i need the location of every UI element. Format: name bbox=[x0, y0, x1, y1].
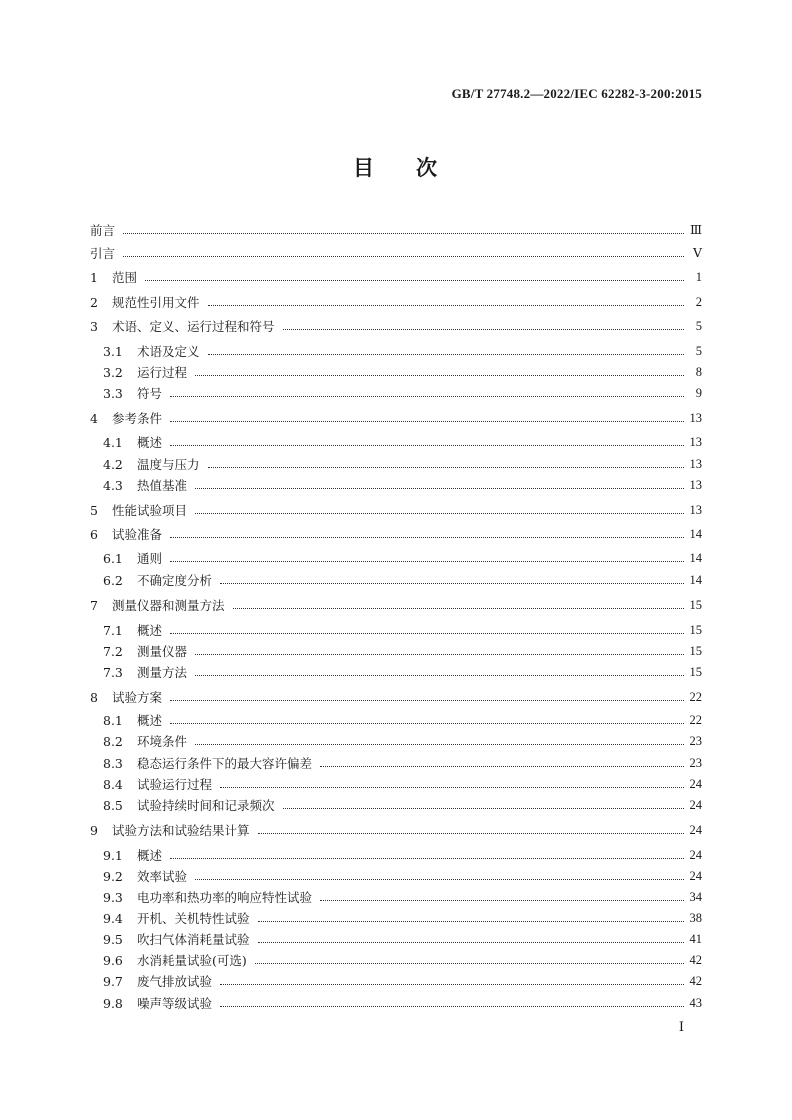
toc-entry-page: 8 bbox=[695, 364, 702, 379]
toc-entry-number: 8.5 bbox=[103, 797, 123, 813]
toc-entry[interactable] bbox=[103, 663, 702, 681]
toc-entry-number: 9.2 bbox=[103, 868, 123, 884]
toc-leader-dots bbox=[195, 374, 684, 376]
toc-entry-label: 试验运行过程 bbox=[137, 777, 213, 792]
toc-leader-dots bbox=[283, 328, 684, 330]
toc-leader-dots bbox=[258, 832, 684, 834]
toc-entry[interactable] bbox=[103, 384, 702, 402]
toc-entry-label: 热值基准 bbox=[137, 478, 188, 493]
toc-entry-page: 13 bbox=[689, 410, 702, 425]
toc-entry-label: 概述 bbox=[137, 435, 163, 450]
title-char-1: 目 bbox=[353, 156, 376, 180]
toc-entry[interactable] bbox=[103, 342, 702, 360]
toc-entry-label: 测量仪器 bbox=[137, 644, 188, 659]
toc-entry-label: 概述 bbox=[137, 713, 163, 728]
toc-entry-page: 5 bbox=[695, 343, 702, 358]
toc-entry[interactable] bbox=[90, 317, 702, 335]
toc-entry-number: 4 bbox=[90, 410, 98, 426]
toc-entry-page: 24 bbox=[689, 797, 702, 812]
standard-code: GB/T 27748.2—2022/IEC 62282-3-200:2015 bbox=[451, 86, 702, 101]
toc-entry[interactable] bbox=[90, 596, 702, 614]
toc-entry-page: 14 bbox=[689, 572, 702, 587]
toc-entry[interactable] bbox=[103, 363, 702, 381]
toc-entry-label: 噪声等级试验 bbox=[137, 996, 213, 1011]
toc-leader-dots bbox=[123, 255, 684, 257]
toc-entry-number: 5 bbox=[90, 502, 98, 518]
toc-entry-label: 概述 bbox=[137, 623, 163, 638]
toc-entry-page: 23 bbox=[689, 755, 702, 770]
toc-leader-dots bbox=[208, 304, 684, 306]
toc-entry[interactable] bbox=[103, 455, 702, 473]
toc-leader-dots bbox=[320, 899, 684, 901]
toc-entry[interactable] bbox=[103, 754, 702, 772]
toc-leader-dots bbox=[123, 232, 684, 234]
toc-entry-page: 15 bbox=[689, 597, 702, 612]
toc-entry-label: 不确定度分析 bbox=[137, 573, 213, 588]
page-title bbox=[0, 152, 792, 182]
toc-entry-page: 34 bbox=[689, 889, 702, 904]
toc-entry-label: 吹扫气体消耗量试验 bbox=[137, 932, 250, 947]
toc-entry-label: 试验方案 bbox=[112, 690, 163, 705]
toc-leader-dots bbox=[195, 674, 684, 676]
toc-entry-page: 15 bbox=[689, 664, 702, 679]
toc-entry[interactable] bbox=[103, 549, 702, 567]
toc-leader-dots bbox=[258, 941, 684, 943]
toc-entry-label: 开机、关机特性试验 bbox=[137, 911, 250, 926]
toc-entry-page: 42 bbox=[689, 952, 702, 967]
toc-entry-page: 23 bbox=[689, 733, 702, 748]
toc-entry-page: 1 bbox=[695, 269, 702, 284]
toc-entry-page: 15 bbox=[689, 643, 702, 658]
toc-entry-label: 通则 bbox=[137, 551, 163, 566]
toc-leader-dots bbox=[195, 512, 684, 514]
toc-entry-page: 24 bbox=[689, 776, 702, 791]
toc-leader-dots bbox=[195, 878, 684, 880]
toc-entry[interactable] bbox=[103, 775, 702, 793]
toc-leader-dots bbox=[170, 444, 684, 446]
toc-leader-dots bbox=[195, 743, 684, 745]
toc-entry[interactable] bbox=[103, 951, 702, 969]
toc-entry[interactable] bbox=[103, 476, 702, 494]
toc-entry-label: 试验方法和试验结果计算 bbox=[112, 823, 250, 838]
toc-entry[interactable] bbox=[90, 244, 702, 262]
toc-entry-number: 9 bbox=[90, 822, 98, 838]
toc-entry-number: 9.1 bbox=[103, 847, 123, 863]
toc-entry-label: 前言 bbox=[90, 223, 116, 238]
toc-entry-page: 13 bbox=[689, 456, 702, 471]
toc-entry-label: 规范性引用文件 bbox=[112, 295, 200, 310]
toc-entry-number: 3.3 bbox=[103, 385, 123, 401]
toc-entry-number: 8.4 bbox=[103, 776, 123, 792]
toc-entry-number: 8 bbox=[90, 689, 98, 705]
toc-entry-label: 范围 bbox=[112, 270, 138, 285]
toc-entry[interactable] bbox=[90, 268, 702, 286]
toc-entry-number: 8.3 bbox=[103, 755, 123, 771]
toc-entry[interactable] bbox=[103, 711, 702, 729]
toc-leader-dots bbox=[170, 699, 684, 701]
toc-leader-dots bbox=[320, 765, 684, 767]
toc-entry[interactable] bbox=[90, 688, 702, 706]
toc-entry-number: 6.1 bbox=[103, 550, 123, 566]
toc-entry-label: 试验持续时间和记录频次 bbox=[137, 798, 275, 813]
toc-entry-number: 7.3 bbox=[103, 664, 123, 680]
toc-entry-label: 参考条件 bbox=[112, 411, 163, 426]
toc-entry[interactable] bbox=[103, 972, 702, 990]
toc-entry-number: 9.8 bbox=[103, 995, 123, 1011]
toc-entry-number: 3 bbox=[90, 318, 98, 334]
toc-entry[interactable] bbox=[103, 571, 702, 589]
toc-leader-dots bbox=[170, 560, 684, 562]
toc-entry[interactable] bbox=[103, 994, 702, 1012]
toc-entry-number: 9.5 bbox=[103, 931, 123, 947]
toc-leader-dots bbox=[283, 807, 684, 809]
toc-entry-number: 8.2 bbox=[103, 733, 123, 749]
toc-entry-number: 3.1 bbox=[103, 343, 123, 359]
toc-entry-page: 24 bbox=[689, 847, 702, 862]
toc-entry[interactable] bbox=[103, 796, 702, 814]
toc-entry[interactable] bbox=[90, 409, 702, 427]
toc-entry-page: 2 bbox=[695, 294, 702, 309]
toc-entry-label: 术语、定义、运行过程和符号 bbox=[112, 319, 275, 334]
toc-entry-number: 4.2 bbox=[103, 456, 123, 472]
toc-entry-page: 15 bbox=[689, 622, 702, 637]
toc-entry-number: 6 bbox=[90, 526, 98, 542]
toc-entry-label: 术语及定义 bbox=[137, 344, 200, 359]
toc-leader-dots bbox=[233, 607, 684, 609]
toc-entry-number: 9.7 bbox=[103, 973, 123, 989]
toc-entry-label: 引言 bbox=[90, 246, 116, 261]
toc-leader-dots bbox=[195, 487, 684, 489]
toc-entry[interactable] bbox=[103, 867, 702, 885]
toc-entry-number: 1 bbox=[90, 269, 98, 285]
toc-entry-page: 9 bbox=[695, 385, 702, 400]
toc-leader-dots bbox=[255, 962, 684, 964]
toc-entry-page: 22 bbox=[689, 689, 702, 704]
toc-entry-number: 8.1 bbox=[103, 712, 123, 728]
toc-entry-page: 24 bbox=[689, 822, 702, 837]
toc-entry[interactable] bbox=[90, 501, 702, 519]
toc-entry-label: 运行过程 bbox=[137, 365, 188, 380]
toc-entry-label: 概述 bbox=[137, 848, 163, 863]
toc-entry[interactable] bbox=[103, 621, 702, 639]
toc-entry-number: 6.2 bbox=[103, 572, 123, 588]
toc-leader-dots bbox=[258, 920, 684, 922]
toc-leader-dots bbox=[170, 420, 684, 422]
toc-entry-label: 试验准备 bbox=[112, 527, 163, 542]
toc-entry-page: 13 bbox=[689, 477, 702, 492]
toc-leader-dots bbox=[220, 786, 684, 788]
toc-entry[interactable] bbox=[103, 433, 702, 451]
toc-entry-page: 14 bbox=[689, 526, 702, 541]
toc-entry[interactable] bbox=[90, 821, 702, 839]
toc-entry-number: 3.2 bbox=[103, 364, 123, 380]
toc-entry-label: 废气排放试验 bbox=[137, 974, 213, 989]
toc-entry-number: 4.3 bbox=[103, 477, 123, 493]
toc-entry[interactable] bbox=[103, 888, 702, 906]
toc-leader-dots bbox=[195, 653, 684, 655]
toc-leader-dots bbox=[208, 466, 684, 468]
toc-leader-dots bbox=[220, 1005, 684, 1007]
toc-entry-label: 电功率和热功率的响应特性试验 bbox=[137, 890, 313, 905]
toc-entry[interactable] bbox=[103, 846, 702, 864]
toc-entry-page: 43 bbox=[689, 995, 702, 1010]
toc-entry[interactable] bbox=[103, 732, 702, 750]
toc-entry-page: 41 bbox=[689, 931, 702, 946]
toc-leader-dots bbox=[220, 582, 684, 584]
toc-entry-label: 效率试验 bbox=[137, 869, 188, 884]
toc-leader-dots bbox=[220, 983, 684, 985]
toc-leader-dots bbox=[145, 279, 684, 281]
toc-entry-label: 环境条件 bbox=[137, 734, 188, 749]
toc-entry-page: 42 bbox=[689, 973, 702, 988]
toc-entry-number: 2 bbox=[90, 294, 98, 310]
toc-leader-dots bbox=[170, 632, 684, 634]
toc-entry-label: 水消耗量试验(可选) bbox=[137, 953, 247, 968]
toc-leader-dots bbox=[208, 353, 684, 355]
toc-entry-number: 7 bbox=[90, 597, 98, 613]
toc-entry[interactable] bbox=[103, 909, 702, 927]
toc-entry-page: 24 bbox=[689, 868, 702, 883]
toc-entry-number: 7.2 bbox=[103, 643, 123, 659]
toc-entry-number: 4.1 bbox=[103, 434, 123, 450]
toc-entry-page: 38 bbox=[689, 910, 702, 925]
toc-entry-page: 5 bbox=[695, 318, 702, 333]
toc-entry-label: 测量仪器和测量方法 bbox=[112, 598, 225, 613]
toc-entry-page: 14 bbox=[689, 550, 702, 565]
toc-leader-dots bbox=[170, 857, 684, 859]
toc-entry[interactable] bbox=[90, 525, 702, 543]
page-folio: Ⅰ bbox=[678, 1019, 684, 1034]
toc-entry[interactable] bbox=[90, 221, 702, 239]
toc-entry[interactable] bbox=[90, 293, 702, 311]
toc-leader-dots bbox=[170, 536, 684, 538]
toc-entry[interactable] bbox=[103, 930, 702, 948]
toc-entry[interactable] bbox=[103, 642, 702, 660]
toc-leader-dots bbox=[170, 395, 684, 397]
toc-entry-page: 13 bbox=[689, 502, 702, 517]
toc-entry-number: 9.4 bbox=[103, 910, 123, 926]
toc-leader-dots bbox=[170, 722, 684, 724]
toc-entry-label: 测量方法 bbox=[137, 665, 188, 680]
toc-entry-label: 符号 bbox=[137, 386, 163, 401]
toc-entry-number: 7.1 bbox=[103, 622, 123, 638]
toc-entry-label: 稳态运行条件下的最大容许偏差 bbox=[137, 756, 313, 771]
toc-entry-number: 9.6 bbox=[103, 952, 123, 968]
toc-entry-label: 温度与压力 bbox=[137, 457, 200, 472]
toc-entry-page: 22 bbox=[689, 712, 702, 727]
toc-entry-page: Ⅴ bbox=[692, 246, 702, 260]
toc-entry-number: 9.3 bbox=[103, 889, 123, 905]
toc-entry-page: 13 bbox=[689, 434, 702, 449]
toc-entry-label: 性能试验项目 bbox=[112, 503, 188, 518]
toc-entry-page: Ⅲ bbox=[689, 223, 702, 237]
title-char-2: 次 bbox=[416, 156, 439, 180]
